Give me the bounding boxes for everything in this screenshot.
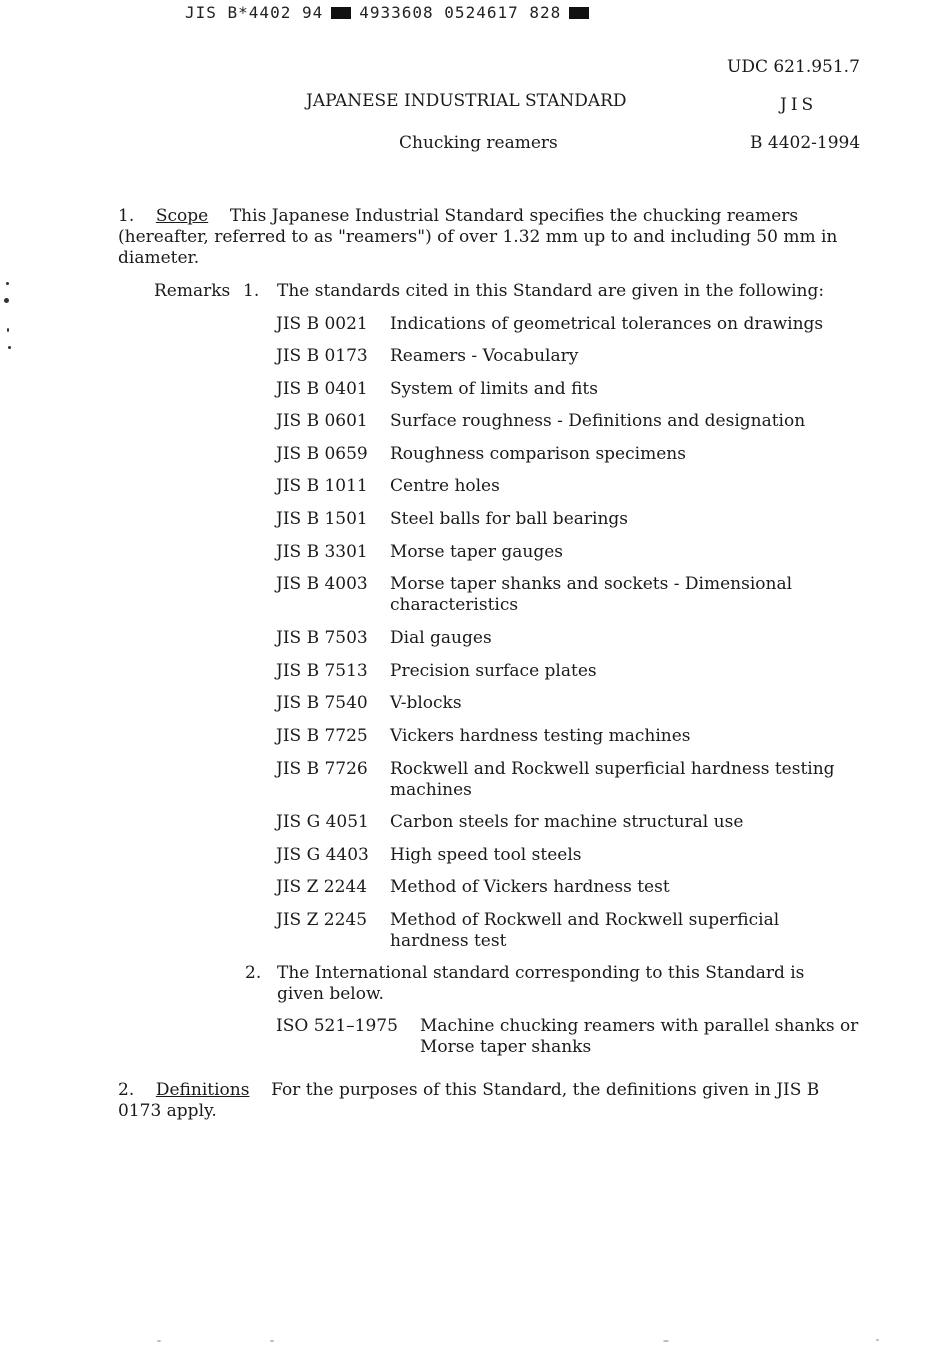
reference-code: JIS B 0021 [276, 314, 368, 334]
reference-title: Rockwell and Rockwell superficial hardness testing machines [390, 759, 835, 800]
reference-title: Morse taper gauges [390, 542, 564, 562]
remarks-item2-number: 2. [245, 963, 262, 983]
reference-code: JIS B 7513 [276, 661, 368, 681]
standard-number: B 4402-1994 [750, 133, 861, 153]
reference-code: JIS B 7725 [276, 726, 368, 746]
scope-text: This Japanese Industrial Standard specifies the chucking reamers (hereafter, referred to as "reamers") of over 1.32 mm up to and including 50 mm in diameter. [118, 206, 838, 268]
reference-code: JIS B 1501 [276, 509, 368, 529]
reference-title: Precision surface plates [390, 661, 597, 681]
header-code-part2: 4933608 0524617 828 [359, 3, 562, 22]
remarks-item2-text: The International standard corresponding to this Standard is given below. [277, 963, 805, 1004]
jis-label: JIS [780, 95, 818, 115]
reference-code: JIS Z 2245 [276, 910, 368, 930]
reference-code: JIS B 0659 [276, 444, 368, 464]
iso-title: Machine chucking reamers with parallel shanks or Morse taper shanks [420, 1016, 859, 1057]
scan-speck-mark [157, 1340, 161, 1342]
reference-title: Reamers - Vocabulary [390, 346, 579, 366]
reference-code: JIS B 0401 [276, 379, 368, 399]
definitions-number: 2. [118, 1080, 135, 1100]
scan-speck-mark [876, 1339, 879, 1341]
scan-speck-mark [4, 298, 9, 303]
reference-title: Carbon steels for machine structural use [390, 812, 744, 832]
remarks-item1-number: 1. [243, 281, 260, 301]
reference-code: JIS B 1011 [276, 476, 368, 496]
scan-speck-mark [6, 282, 9, 285]
definitions-text: For the purposes of this Standard, the definitions given in JIS B 0173 apply. [118, 1080, 820, 1121]
reference-code: JIS B 7726 [276, 759, 368, 779]
reference-title: Method of Vickers hardness test [390, 877, 670, 897]
udc-number: UDC 621.951.7 [727, 57, 860, 77]
reference-title: Roughness comparison specimens [390, 444, 686, 464]
reference-title: High speed tool steels [390, 845, 582, 865]
scan-speck-mark [8, 346, 11, 349]
scan-speck-mark [270, 1340, 274, 1342]
scan-speck-mark [7, 328, 9, 332]
remarks-heading [154, 281, 825, 301]
reference-title: V-blocks [390, 693, 462, 713]
reference-code: JIS G 4403 [276, 845, 369, 865]
black-block-icon [331, 7, 351, 19]
reference-code: JIS G 4051 [276, 812, 369, 832]
definitions-heading: Definitions [155, 1080, 250, 1100]
header-code [185, 3, 589, 22]
reference-title: Centre holes [390, 476, 500, 496]
reference-title: Morse taper shanks and sockets - Dimensional characteristics [390, 574, 793, 615]
black-block-icon [569, 7, 589, 19]
header-code-part1: JIS B*4402 94 [185, 3, 324, 22]
reference-code: JIS B 4003 [276, 574, 368, 594]
reference-code: JIS B 0601 [276, 411, 368, 431]
scope-number: 1. [118, 206, 135, 226]
remarks-label: Remarks [154, 281, 231, 301]
definitions-section [118, 1080, 858, 1122]
reference-title: Dial gauges [390, 628, 492, 648]
scope-heading: Scope [155, 206, 209, 226]
reference-code: JIS B 7503 [276, 628, 368, 648]
scan-speck-mark [663, 1340, 669, 1342]
scope-section [118, 206, 858, 269]
reference-title: System of limits and fits [390, 379, 598, 399]
document-title: Chucking reamers [399, 133, 558, 153]
reference-title: Vickers hardness testing machines [390, 726, 691, 746]
reference-title: Surface roughness - Definitions and designation [390, 411, 806, 431]
reference-title: Indications of geometrical tolerances on drawings [390, 314, 824, 334]
reference-code: JIS B 0173 [276, 346, 368, 366]
reference-code: JIS B 7540 [276, 693, 368, 713]
remarks-item1-text: The standards cited in this Standard are given in the following: [277, 281, 825, 301]
organization-title: JAPANESE INDUSTRIAL STANDARD [306, 91, 627, 111]
reference-code: JIS B 3301 [276, 542, 368, 562]
iso-code: ISO 521–1975 [276, 1016, 398, 1036]
reference-code: JIS Z 2244 [276, 877, 368, 897]
reference-title: Steel balls for ball bearings [390, 509, 629, 529]
reference-title: Method of Rockwell and Rockwell superficial hardness test [390, 910, 780, 951]
